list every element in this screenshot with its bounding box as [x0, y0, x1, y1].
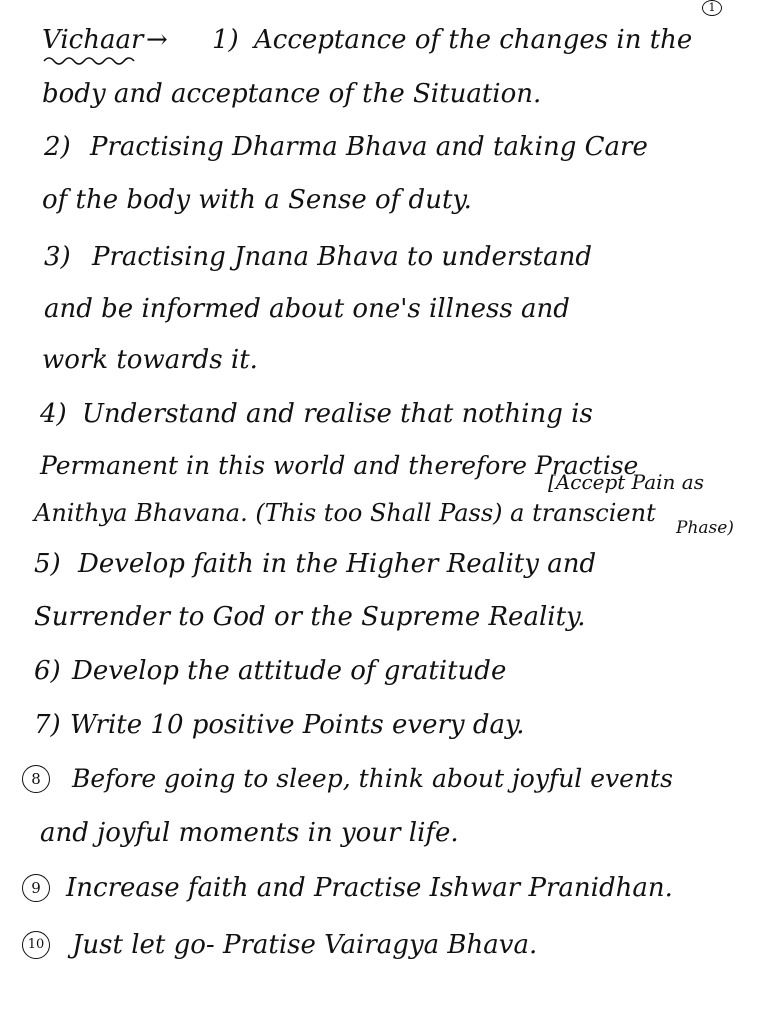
- annotation-note-end: Phase): [676, 518, 734, 538]
- item-number: 4): [40, 399, 67, 429]
- list-item-3-line: [0, 237, 768, 277]
- circled-number: 10: [22, 931, 50, 959]
- page-number: 1: [702, 0, 722, 16]
- list-item-1-line: [0, 20, 768, 60]
- title-label: Vichaar: [42, 25, 144, 55]
- item-text: Acceptance of the changes in the: [254, 25, 693, 55]
- circled-number: 9: [22, 874, 50, 902]
- item-number: 1): [212, 25, 239, 55]
- item-number: 2): [44, 132, 71, 162]
- continuation-line: work towards it.: [42, 345, 258, 375]
- list-item-7-line: [0, 705, 768, 745]
- continuation-line: and be informed about one's illness and: [44, 294, 570, 324]
- item-text: Develop the attitude of gratitude: [72, 656, 507, 686]
- list-item-10-line: [0, 925, 768, 965]
- list-item-2-line: [0, 127, 768, 167]
- item-text: Develop faith in the Higher Reality and: [78, 549, 597, 579]
- list-item-8-line: [0, 759, 768, 799]
- item-text: Understand and realise that nothing is: [82, 399, 593, 429]
- list-item-9-line: [0, 868, 768, 908]
- item-text: Before going to sleep, think about joyful events: [72, 764, 673, 793]
- item-text: Practising Jnana Bhava to understand: [92, 242, 593, 272]
- item-number: 5): [34, 549, 61, 579]
- wavy-underline-icon: [42, 55, 142, 67]
- item-text: Write 10 positive Points every day.: [70, 710, 525, 740]
- item-number: 3): [44, 242, 71, 272]
- continuation-line: body and acceptance of the Situation.: [42, 79, 542, 109]
- circled-number: 8: [22, 765, 50, 793]
- item-text: Increase faith and Practise Ishwar Pranidhan.: [66, 873, 673, 903]
- continuation-line: of the body with a Sense of duty.: [42, 185, 472, 215]
- item-text: Practising Dharma Bhava and taking Care: [90, 132, 648, 162]
- list-item-4-line: [0, 394, 768, 434]
- annotation-note: [Accept Pain as: [548, 470, 704, 494]
- continuation-line: and joyful moments in your life.: [40, 818, 459, 848]
- item-text: Just let go- Pratise Vairagya Bhava.: [72, 930, 538, 960]
- item-number: 7): [34, 710, 61, 740]
- item-number: 6): [34, 656, 61, 686]
- arrow-icon: →: [146, 25, 168, 55]
- list-item-6-line: [0, 651, 768, 691]
- continuation-line: Surrender to God or the Supreme Reality.: [34, 602, 586, 632]
- list-item-5-line: [0, 544, 768, 584]
- continuation-line: Anithya Bhavana. (This too Shall Pass) a transcient: [34, 499, 656, 527]
- continuation-line: Permanent in this world and therefore Practise: [40, 451, 639, 480]
